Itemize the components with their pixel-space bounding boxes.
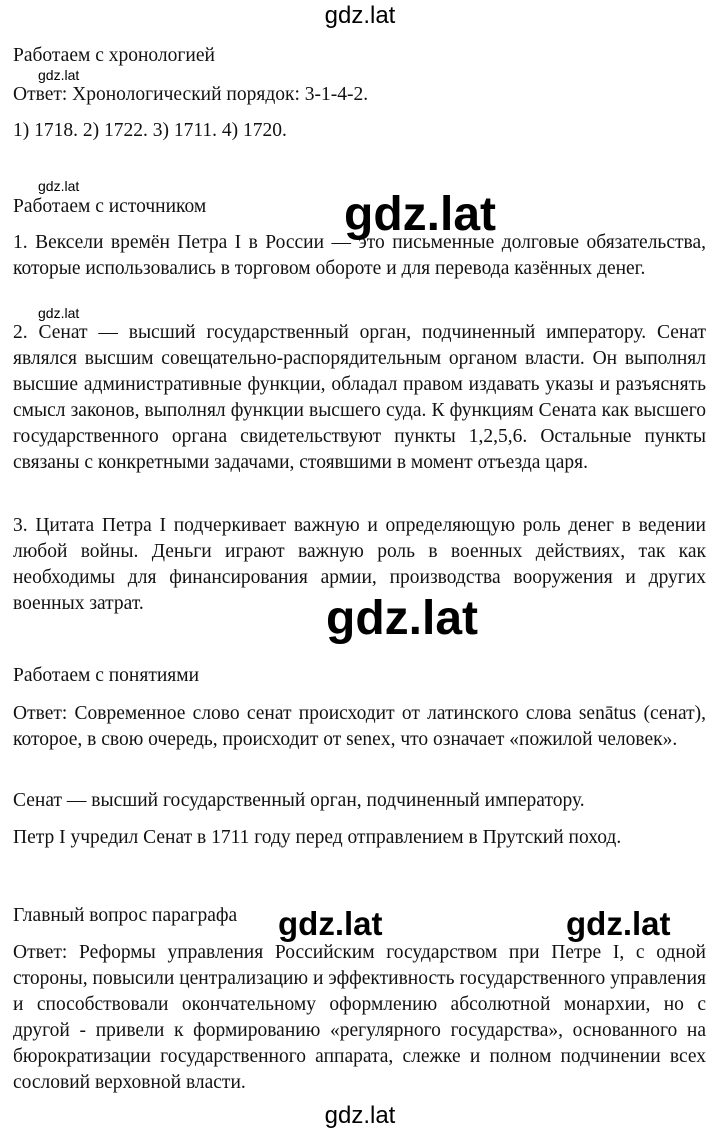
section-heading-chronology: Работаем с хронологией xyxy=(13,45,215,66)
watermark-small: gdz.lat xyxy=(38,67,80,83)
watermark-large: gdz.lat xyxy=(344,188,496,241)
chronology-answer: Ответ: Хронологический порядок: 3-1-4-2. xyxy=(13,84,369,105)
watermark-bottom: gdz.lat xyxy=(324,1102,396,1129)
main-question-answer: Ответ: Реформы управления Российским государством при Петре I, с одной стороны, повысили централизацию и эффективность государственного управления и способствовали окончательному оформлению абсолютной монархии, но с другой - привели к формированию «регулярного государства», основанного на бюрократизации государственного аппарата, слежке и полном подчинении всех сословий верховной власти. xyxy=(13,942,706,1093)
source-paragraph-2: 2. Сенат — высший государственный орган, подчиненный императору. Сенат являлся высшим совещательно-распорядительным органом власти. Он выполнял высшие административные функции, обладал правом издавать указы и разъяснять смысл законов, выполнял функции высшего суда. К функциям Сената как высшего государственного органа свидетельствуют пункты 1,2,5,6. Остальные пункты связаны с конкретными задачами, стоявшими в момент отъезда царя. xyxy=(13,322,706,473)
concepts-paragraph-3: Петр I учредил Сенат в 1711 году перед отправлением в Прутский поход. xyxy=(13,827,622,848)
source-paragraph-1: 1. Вексели времён Петра I в России — это письменные долговые обязательства, которые использовались в торговом обороте и для перевода казённых денег. xyxy=(13,232,706,279)
watermark-small: gdz.lat xyxy=(38,305,80,321)
watermark-large: gdz.lat xyxy=(326,592,478,645)
watermark-small: gdz.lat xyxy=(38,178,80,194)
section-heading-main-question: Главный вопрос параграфа xyxy=(13,905,238,926)
watermark-large: gdz.lat xyxy=(278,905,383,942)
concepts-paragraph-2: Сенат — высший государственный орган, подчиненный императору. xyxy=(13,790,585,811)
section-heading-source: Работаем с источником xyxy=(13,196,207,217)
source-paragraph-3: 3. Цитата Петра I подчеркивает важную и определяющую роль денег в ведении любой войны. Деньги играют важную роль в военных действиях, так как необходимы для финансирования армии, производства вооружения и других военных затрат. xyxy=(13,515,706,614)
chronology-dates: 1) 1718. 2) 1722. 3) 1711. 4) 1720. xyxy=(13,120,287,141)
concepts-paragraph-1: Ответ: Современное слово сенат происходит от латинского слова senātus (сенат), которое, в свою очередь, происходит от senex, что означает «пожилой человек». xyxy=(13,703,706,750)
section-heading-concepts: Работаем с понятиями xyxy=(13,665,200,686)
watermark-top: gdz.lat xyxy=(324,2,396,29)
watermark-large: gdz.lat xyxy=(566,905,671,942)
